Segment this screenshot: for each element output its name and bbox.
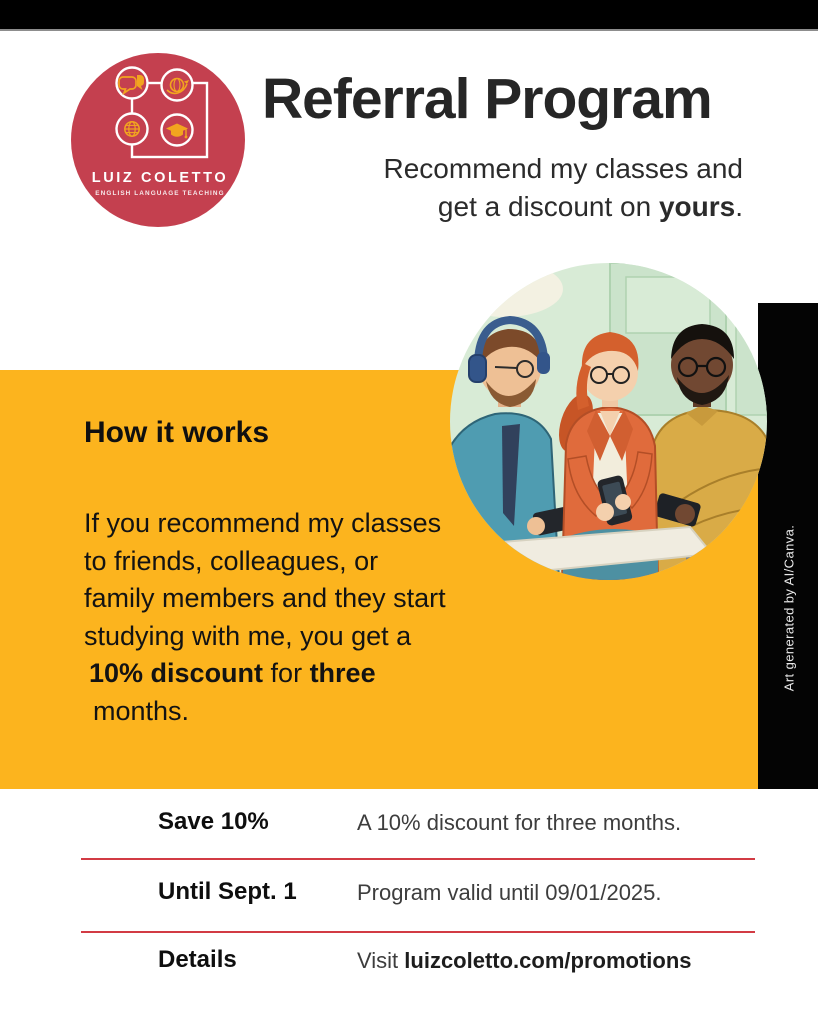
globe-with-plane-icon <box>162 70 193 101</box>
offer-row-label: Details <box>158 946 237 973</box>
brand-name: LUIZ COLETTO <box>91 170 229 186</box>
subtitle-bold-word: yours <box>658 191 736 222</box>
body-line <box>84 655 446 693</box>
graduation-cap-icon <box>162 115 193 146</box>
brand-logo <box>71 53 245 227</box>
body-text-bold: three <box>309 658 376 688</box>
body-text: studying with me, you get a <box>84 620 412 651</box>
subtitle-line2 <box>384 188 743 226</box>
body-text: months. <box>93 695 190 726</box>
subtitle <box>384 150 743 226</box>
wireframe-globe-icon <box>117 114 148 145</box>
how-it-works-heading: How it works <box>84 416 270 449</box>
subtitle-text: get a discount on <box>437 191 659 222</box>
top-black-bar <box>0 0 818 31</box>
body-text: If you recommend my classes <box>84 508 442 538</box>
offer-row-save <box>0 808 758 844</box>
subtitle-line1: Recommend my classes and <box>383 153 743 184</box>
brand-tagline: ENGLISH LANGUAGE TEACHING <box>95 190 225 197</box>
hero-image <box>450 263 767 580</box>
body-text: for <box>263 658 310 688</box>
body-line <box>84 505 446 543</box>
offer-row-details <box>0 946 758 982</box>
body-line <box>84 618 446 656</box>
art-credit-note: Art generated by AI/Canva. <box>781 524 797 692</box>
offer-row-label: Until Sept. 1 <box>158 878 297 905</box>
body-line <box>84 580 446 618</box>
body-text: family members and they start <box>84 583 446 613</box>
body-line <box>84 543 446 581</box>
offer-row-value: A 10% discount for three months. <box>357 810 682 835</box>
how-it-works-body <box>84 505 446 730</box>
logo-background-circle <box>71 53 245 227</box>
offer-row-deadline <box>0 878 758 914</box>
referral-illustration <box>450 263 767 580</box>
red-divider <box>81 931 755 933</box>
offer-row-value: Program valid until 09/01/2025. <box>357 880 662 905</box>
offer-row-label: Save 10% <box>158 808 269 835</box>
body-text-bold: 10% discount <box>89 658 264 688</box>
brand-logo-graphic <box>71 53 245 227</box>
page-title: Referral Program <box>262 67 712 131</box>
subtitle-period: . <box>735 191 743 222</box>
red-divider <box>81 858 755 860</box>
visit-text: Visit <box>357 948 405 973</box>
speech-bubbles-icon <box>117 68 148 99</box>
body-line <box>84 693 446 731</box>
body-text: to friends, colleagues, or <box>84 545 379 576</box>
offer-row-value <box>357 948 692 974</box>
promotions-link[interactable]: luizcoletto.com/promotions <box>404 948 692 973</box>
